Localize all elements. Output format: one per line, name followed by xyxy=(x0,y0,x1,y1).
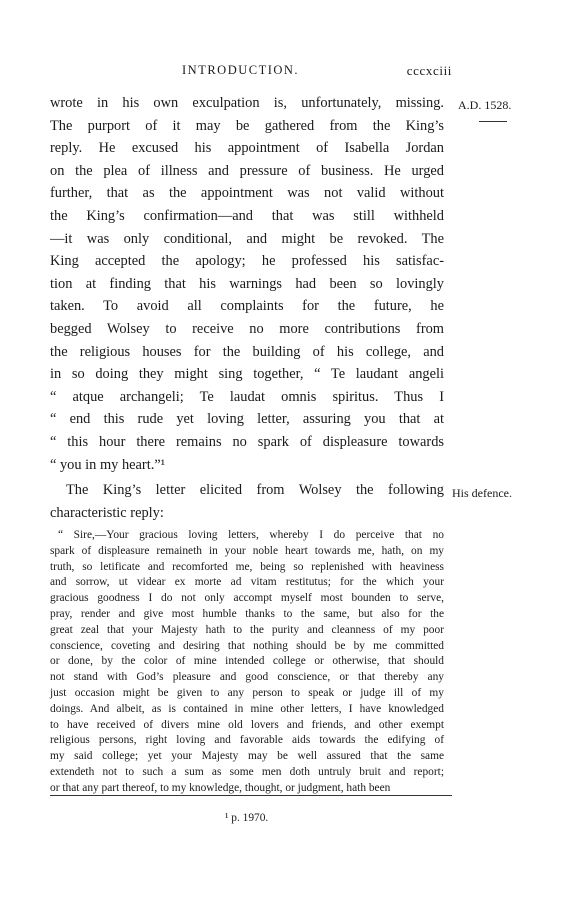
text-line: in so doing they might sing together, “ Te laudant angeli xyxy=(50,366,444,383)
letter-line: just occasion might be given to any person to speak or judge ill of my xyxy=(50,687,444,699)
letter-line: religious persons, right loving and favorable aids towards the edifying of xyxy=(50,734,444,747)
text-line: characteristic reply: xyxy=(50,504,164,521)
letter-line: great zeal that your Majesty hath to the purity and cleanness of my poor xyxy=(50,623,444,636)
letter-line: my said college; yet your Majesty may be well assured that the same xyxy=(50,750,444,763)
text-line: “ this hour there remains no spark of displeasure towards xyxy=(50,434,444,450)
text-line: the King’s confirmation—and that was still withheld xyxy=(50,208,444,224)
letter-line: and sorrow, ut videar ex morte ad vitam restitutus; for the which your xyxy=(50,576,444,589)
letter-line: or that any part thereof, to my knowledge, thought, or judgment, hath been xyxy=(50,781,391,794)
text-line: further, that as the appointment was not valid without xyxy=(50,185,444,202)
letter-line: to have received of divers mine old lovers and friends, and other exempt xyxy=(50,718,444,731)
letter-line: spark of displeasure remaineth in your noble heart towards me, hath, on my xyxy=(50,544,444,557)
text-line: The purport of it may be gathered from the King’s xyxy=(50,117,444,134)
running-title: INTRODUCTION. xyxy=(182,63,300,77)
letter-line: conscience, coveting and desiring that nothing should be by me committed xyxy=(50,639,444,652)
text-line: “ end this rude yet loving letter, assuring you that at xyxy=(50,411,444,428)
text-line: —it was only conditional, and might be revoked. The xyxy=(50,230,444,247)
footnote-rule xyxy=(50,795,452,796)
letter-line: or done, by the color of mine intended college or otherwise, that should xyxy=(50,655,444,668)
text-line: reply. He excused his appointment of Isabella Jordan xyxy=(50,140,444,157)
margin-date: A.D. 1528. xyxy=(458,98,512,112)
text-line: on the plea of illness and pressure of business. He urged xyxy=(50,162,444,179)
page-number: cccxciii xyxy=(406,63,452,78)
text-line: King accepted the apology; he professed his satisfac- xyxy=(50,253,444,270)
letter-line: doings. And albeit, as is contained in mine other letters, I have knowledged xyxy=(50,702,444,715)
letter-line: extendeth not to such a sum as some men doth untruly bruit and report; xyxy=(50,766,444,778)
text-line: taken. To avoid all complaints for the future, he xyxy=(50,298,444,315)
margin-rule xyxy=(479,121,507,122)
text-line: “ atque archangeli; Te laudat omnis spiritus. Thus I xyxy=(50,388,444,405)
text-line: the religious houses for the building of his college, and xyxy=(50,343,444,360)
text-line: The King’s letter elicited from Wolsey the following xyxy=(66,482,444,498)
letter-line: truth, so letificate and recomforted me, being so replenished with heaviness xyxy=(50,560,444,573)
letter-line: “ Sire,—Your gracious loving letters, whereby I do perceive that no xyxy=(58,529,444,541)
text-line: “ you in my heart.”¹ xyxy=(50,456,166,473)
text-line: begged Wolsey to receive no more contributions from xyxy=(50,321,444,337)
text-line: tion at finding that his warnings had been so lovingly xyxy=(50,275,444,292)
letter-line: not stand with God’s pleasure and good conscience, or that thereby any xyxy=(50,671,444,684)
letter-line: gracious goodness I do not only accompt myself most bounden to serve, xyxy=(50,592,444,605)
text-line: wrote in his own exculpation is, unfortunately, missing. xyxy=(50,95,444,111)
letter-line: pray, render and give most humble thanks to the same, but also for the xyxy=(50,608,444,620)
margin-defence: His defence. xyxy=(452,486,512,500)
footnote: ¹ p. 1970. xyxy=(225,812,269,824)
page-header xyxy=(50,63,452,81)
